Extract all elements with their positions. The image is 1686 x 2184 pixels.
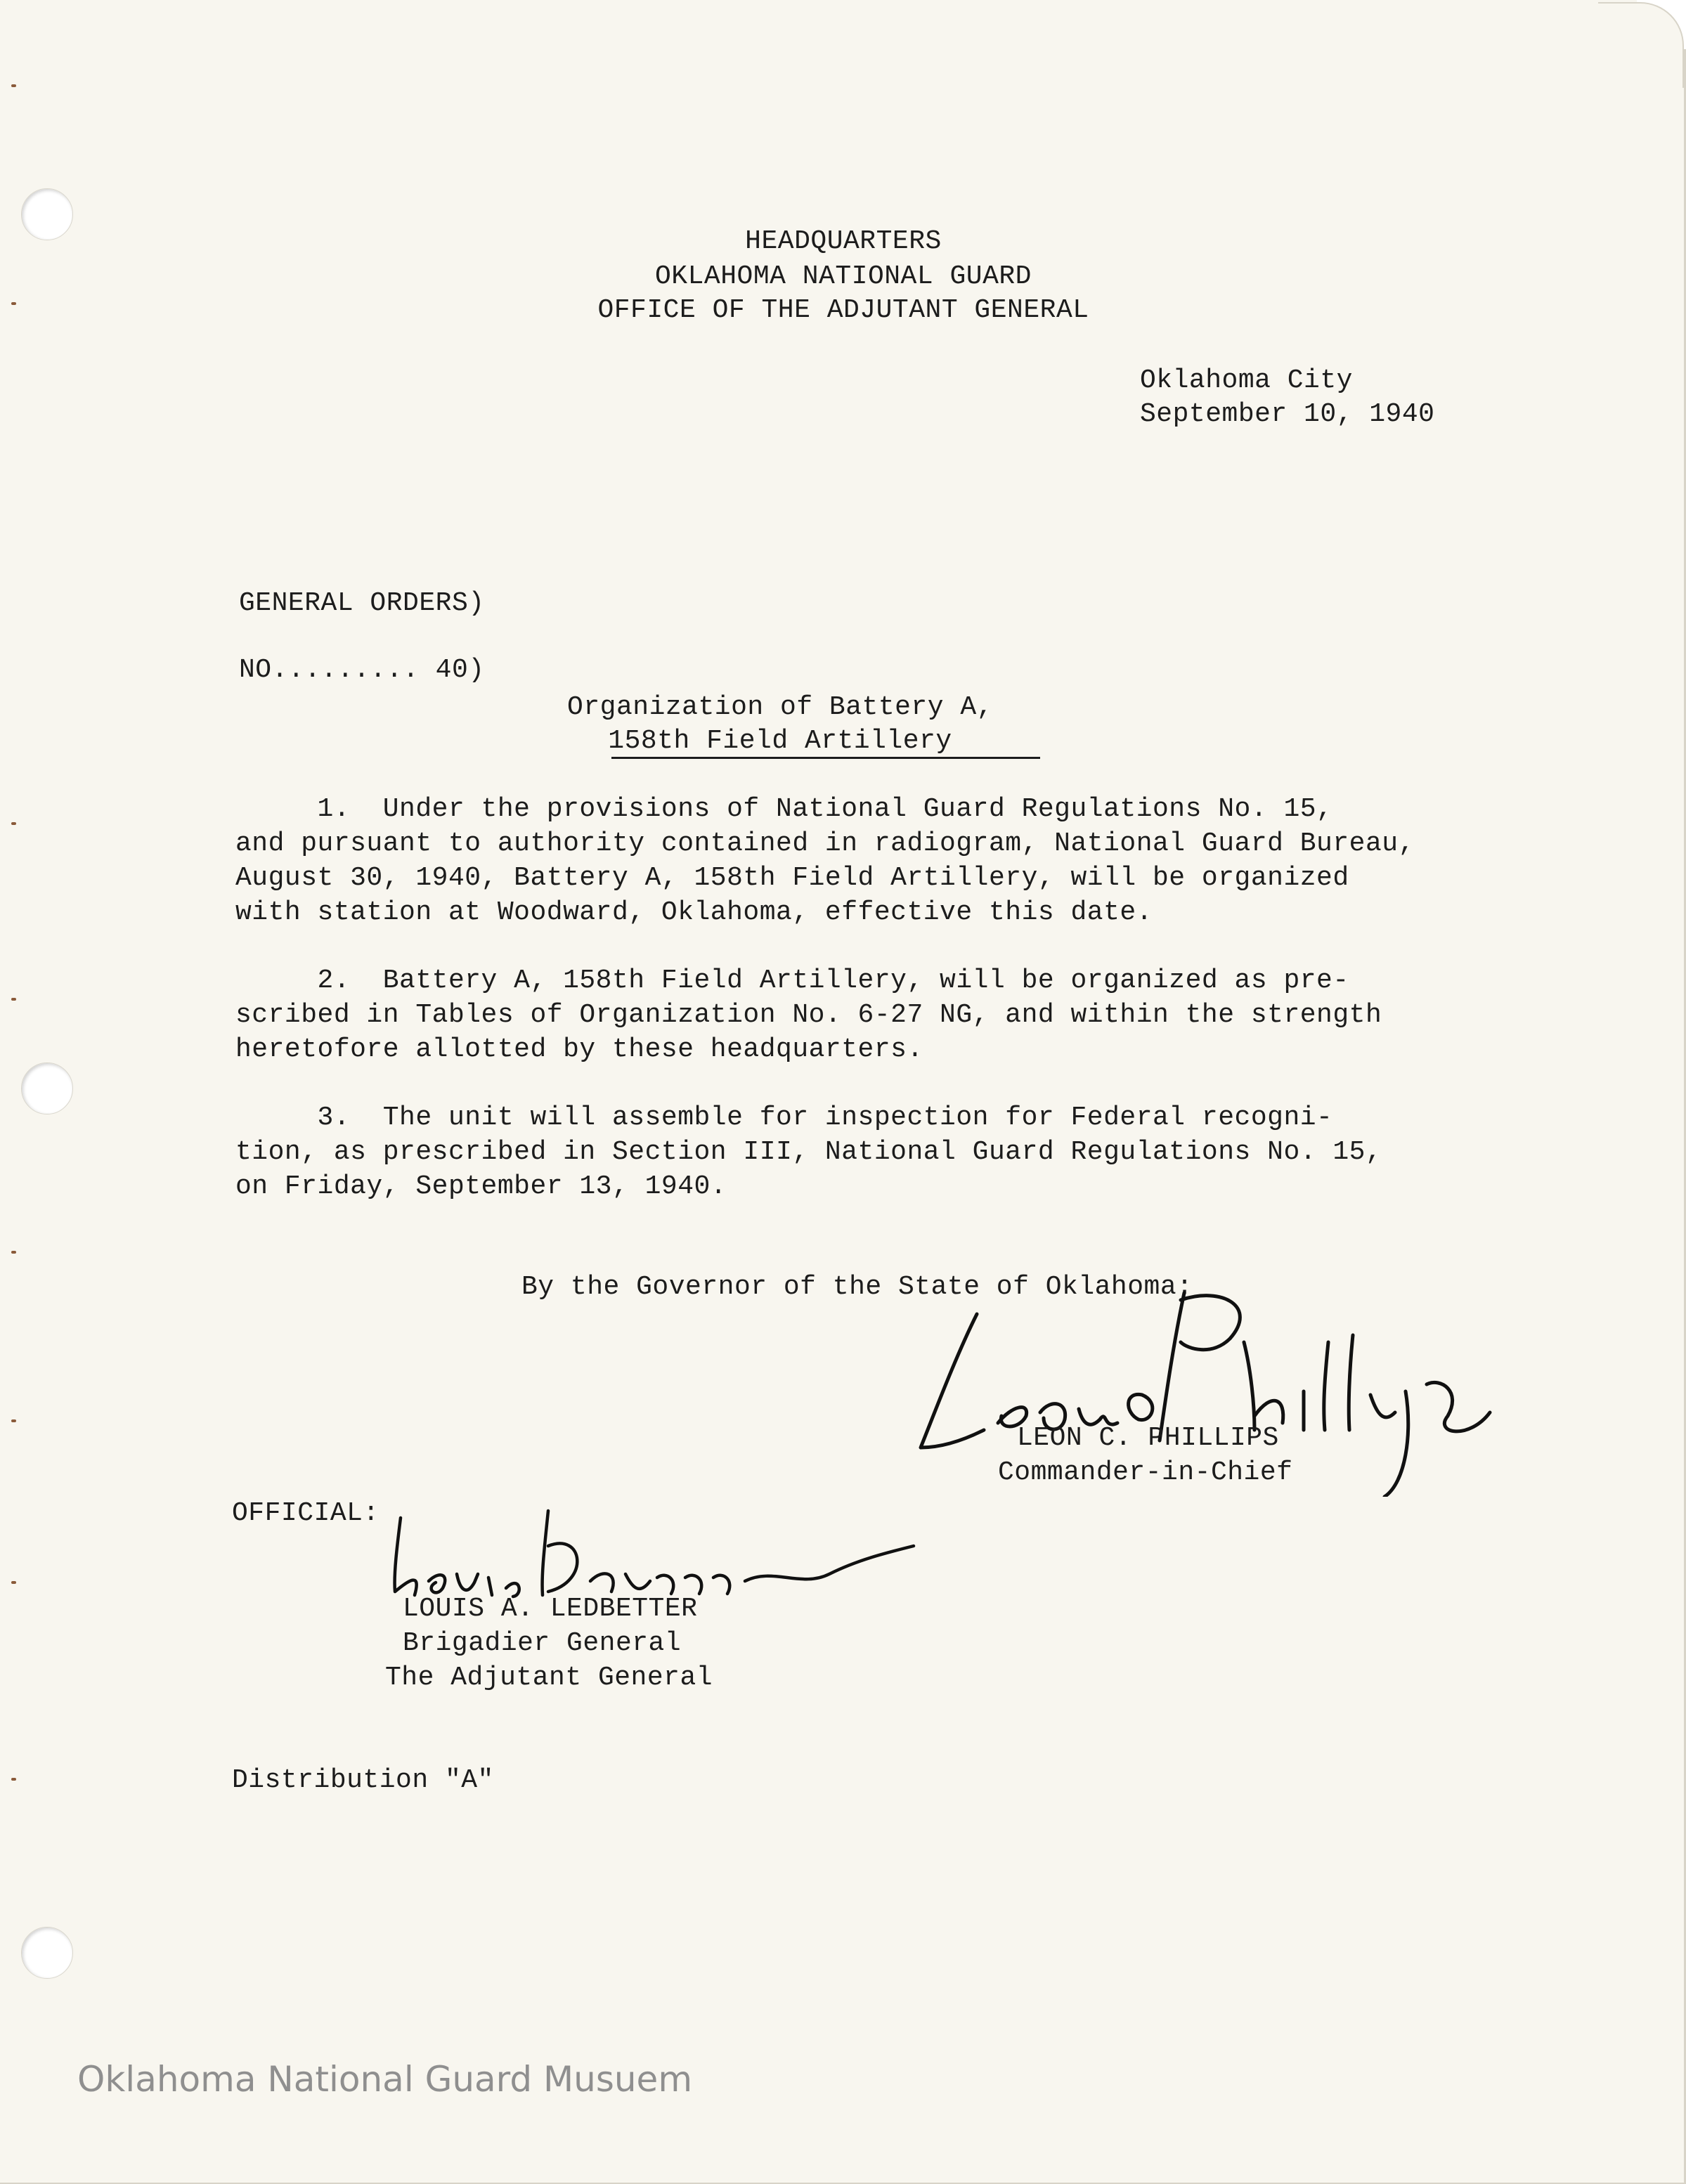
rounded-corner: [1598, 2, 1684, 88]
header-line-1: HEADQUARTERS: [745, 226, 942, 256]
edge-mark: [11, 998, 16, 1001]
paragraph-line: 3. The unit will assemble for inspection for Federal recogni-: [235, 1103, 1333, 1133]
subject-line-1: Organization of Battery A,: [567, 692, 993, 722]
paragraph-line: August 30, 1940, Battery A, 158th Field Artillery, will be organized: [235, 863, 1349, 893]
paragraph-line: 1. Under the provisions of National Guard Regulations No. 15,: [235, 794, 1333, 824]
edge-mark: [11, 1251, 16, 1254]
edge-mark: [11, 822, 16, 825]
binder-hole-bottom: [21, 1927, 73, 1979]
governor-name: LEON C. PHILLIPS: [1017, 1423, 1279, 1453]
subject-line-2: 158th Field Artillery: [608, 726, 952, 756]
general-orders-label: GENERAL ORDERS): [239, 588, 485, 618]
paragraph-line: with station at Woodward, Oklahoma, effective this date.: [235, 897, 1153, 928]
governor-title: Commander-in-Chief: [998, 1457, 1293, 1488]
edge-mark: [11, 1581, 16, 1584]
paragraph-line: tion, as prescribed in Section III, National Guard Regulations No. 15,: [235, 1137, 1382, 1167]
paragraph-line: heretofore allotted by these headquarters.: [235, 1034, 923, 1065]
dateline-date: September 10, 1940: [1140, 399, 1435, 429]
adjutant-name: LOUIS A. LEDBETTER: [403, 1594, 698, 1624]
edge-mark: [11, 1778, 16, 1781]
paragraph-line: scribed in Tables of Organization No. 6-27 NG, and within the strength: [235, 1000, 1382, 1030]
edge-mark: [11, 1419, 16, 1422]
paragraph-line: and pursuant to authority contained in radiogram, National Guard Bureau,: [235, 828, 1415, 859]
adjutant-rank: Brigadier General: [403, 1628, 682, 1658]
binder-hole-top: [21, 188, 73, 240]
paragraph-line: on Friday, September 13, 1940.: [235, 1171, 727, 1202]
museum-watermark: Oklahoma National Guard Musuem: [77, 2059, 693, 2100]
official-label: OFFICIAL:: [232, 1498, 380, 1528]
adjutant-title: The Adjutant General: [385, 1663, 713, 1693]
binder-hole-middle: [21, 1062, 73, 1114]
edge-mark: [11, 302, 16, 305]
governor-intro: By the Governor of the State of Oklahoma:: [521, 1272, 1193, 1302]
general-orders-number: NO......... 40): [239, 655, 485, 685]
dateline-city: Oklahoma City: [1140, 365, 1353, 396]
paragraph-line: 2. Battery A, 158th Field Artillery, will be organized as pre-: [235, 966, 1349, 996]
edge-mark: [11, 84, 16, 87]
header-line-2: OKLAHOMA NATIONAL GUARD: [655, 261, 1032, 292]
distribution: Distribution "A": [232, 1765, 494, 1795]
header-line-3: OFFICE OF THE ADJUTANT GENERAL: [597, 295, 1089, 325]
subject-underline: [611, 757, 1040, 759]
